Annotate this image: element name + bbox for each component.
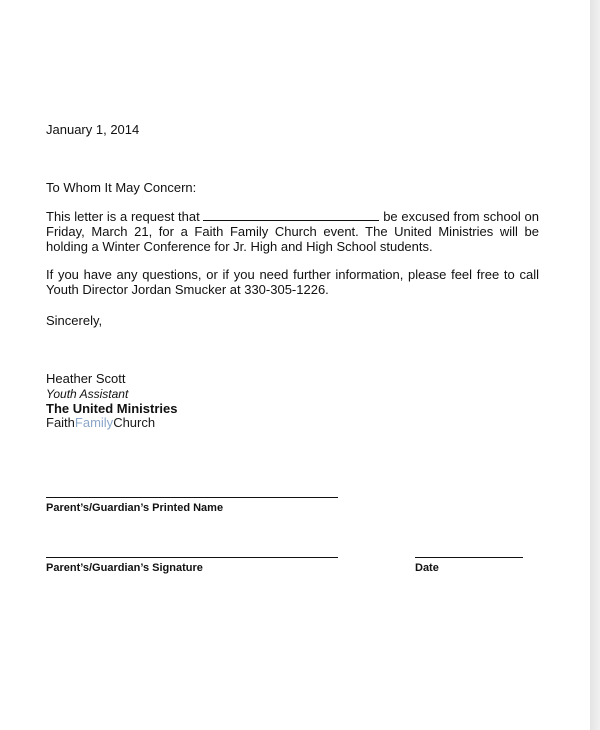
closing: Sincerely,	[46, 313, 103, 328]
date-line[interactable]	[415, 557, 523, 558]
signature-label: Parent’s/Guardian’s Signature	[46, 562, 203, 574]
printed-name-line[interactable]	[46, 497, 338, 498]
organization-name: The United Ministries	[46, 401, 178, 416]
page-edge-shadow	[590, 0, 600, 730]
church-logo	[46, 415, 155, 430]
signer-name: Heather Scott	[46, 371, 126, 386]
printed-name-label: Parent’s/Guardian’s Printed Name	[46, 502, 224, 514]
letter-date: January 1, 2014	[46, 122, 140, 137]
signature-line[interactable]	[46, 557, 338, 558]
signer-title: Youth Assistant	[46, 387, 129, 401]
request-text-start: This letter is a request that	[46, 209, 200, 224]
paragraph-contact: If you have any questions, or if you need further information, please feel free to call Youth Director Jordan Smucker at 330-305-1226.	[46, 267, 539, 297]
student-name-blank[interactable]	[203, 210, 379, 221]
logo-word-family: Family	[74, 415, 114, 430]
logo-word-church: Church	[113, 415, 156, 430]
date-label: Date	[415, 562, 439, 574]
paragraph-request	[46, 209, 539, 254]
request-text-end: be excused from school on Friday, March 21, for a Faith Family Church event. The United Ministries will be holding a Winter Conference for Jr. High and High School students.	[46, 209, 540, 254]
logo-word-faith: Faith	[46, 415, 75, 430]
salutation: To Whom It May Concern:	[46, 180, 197, 195]
